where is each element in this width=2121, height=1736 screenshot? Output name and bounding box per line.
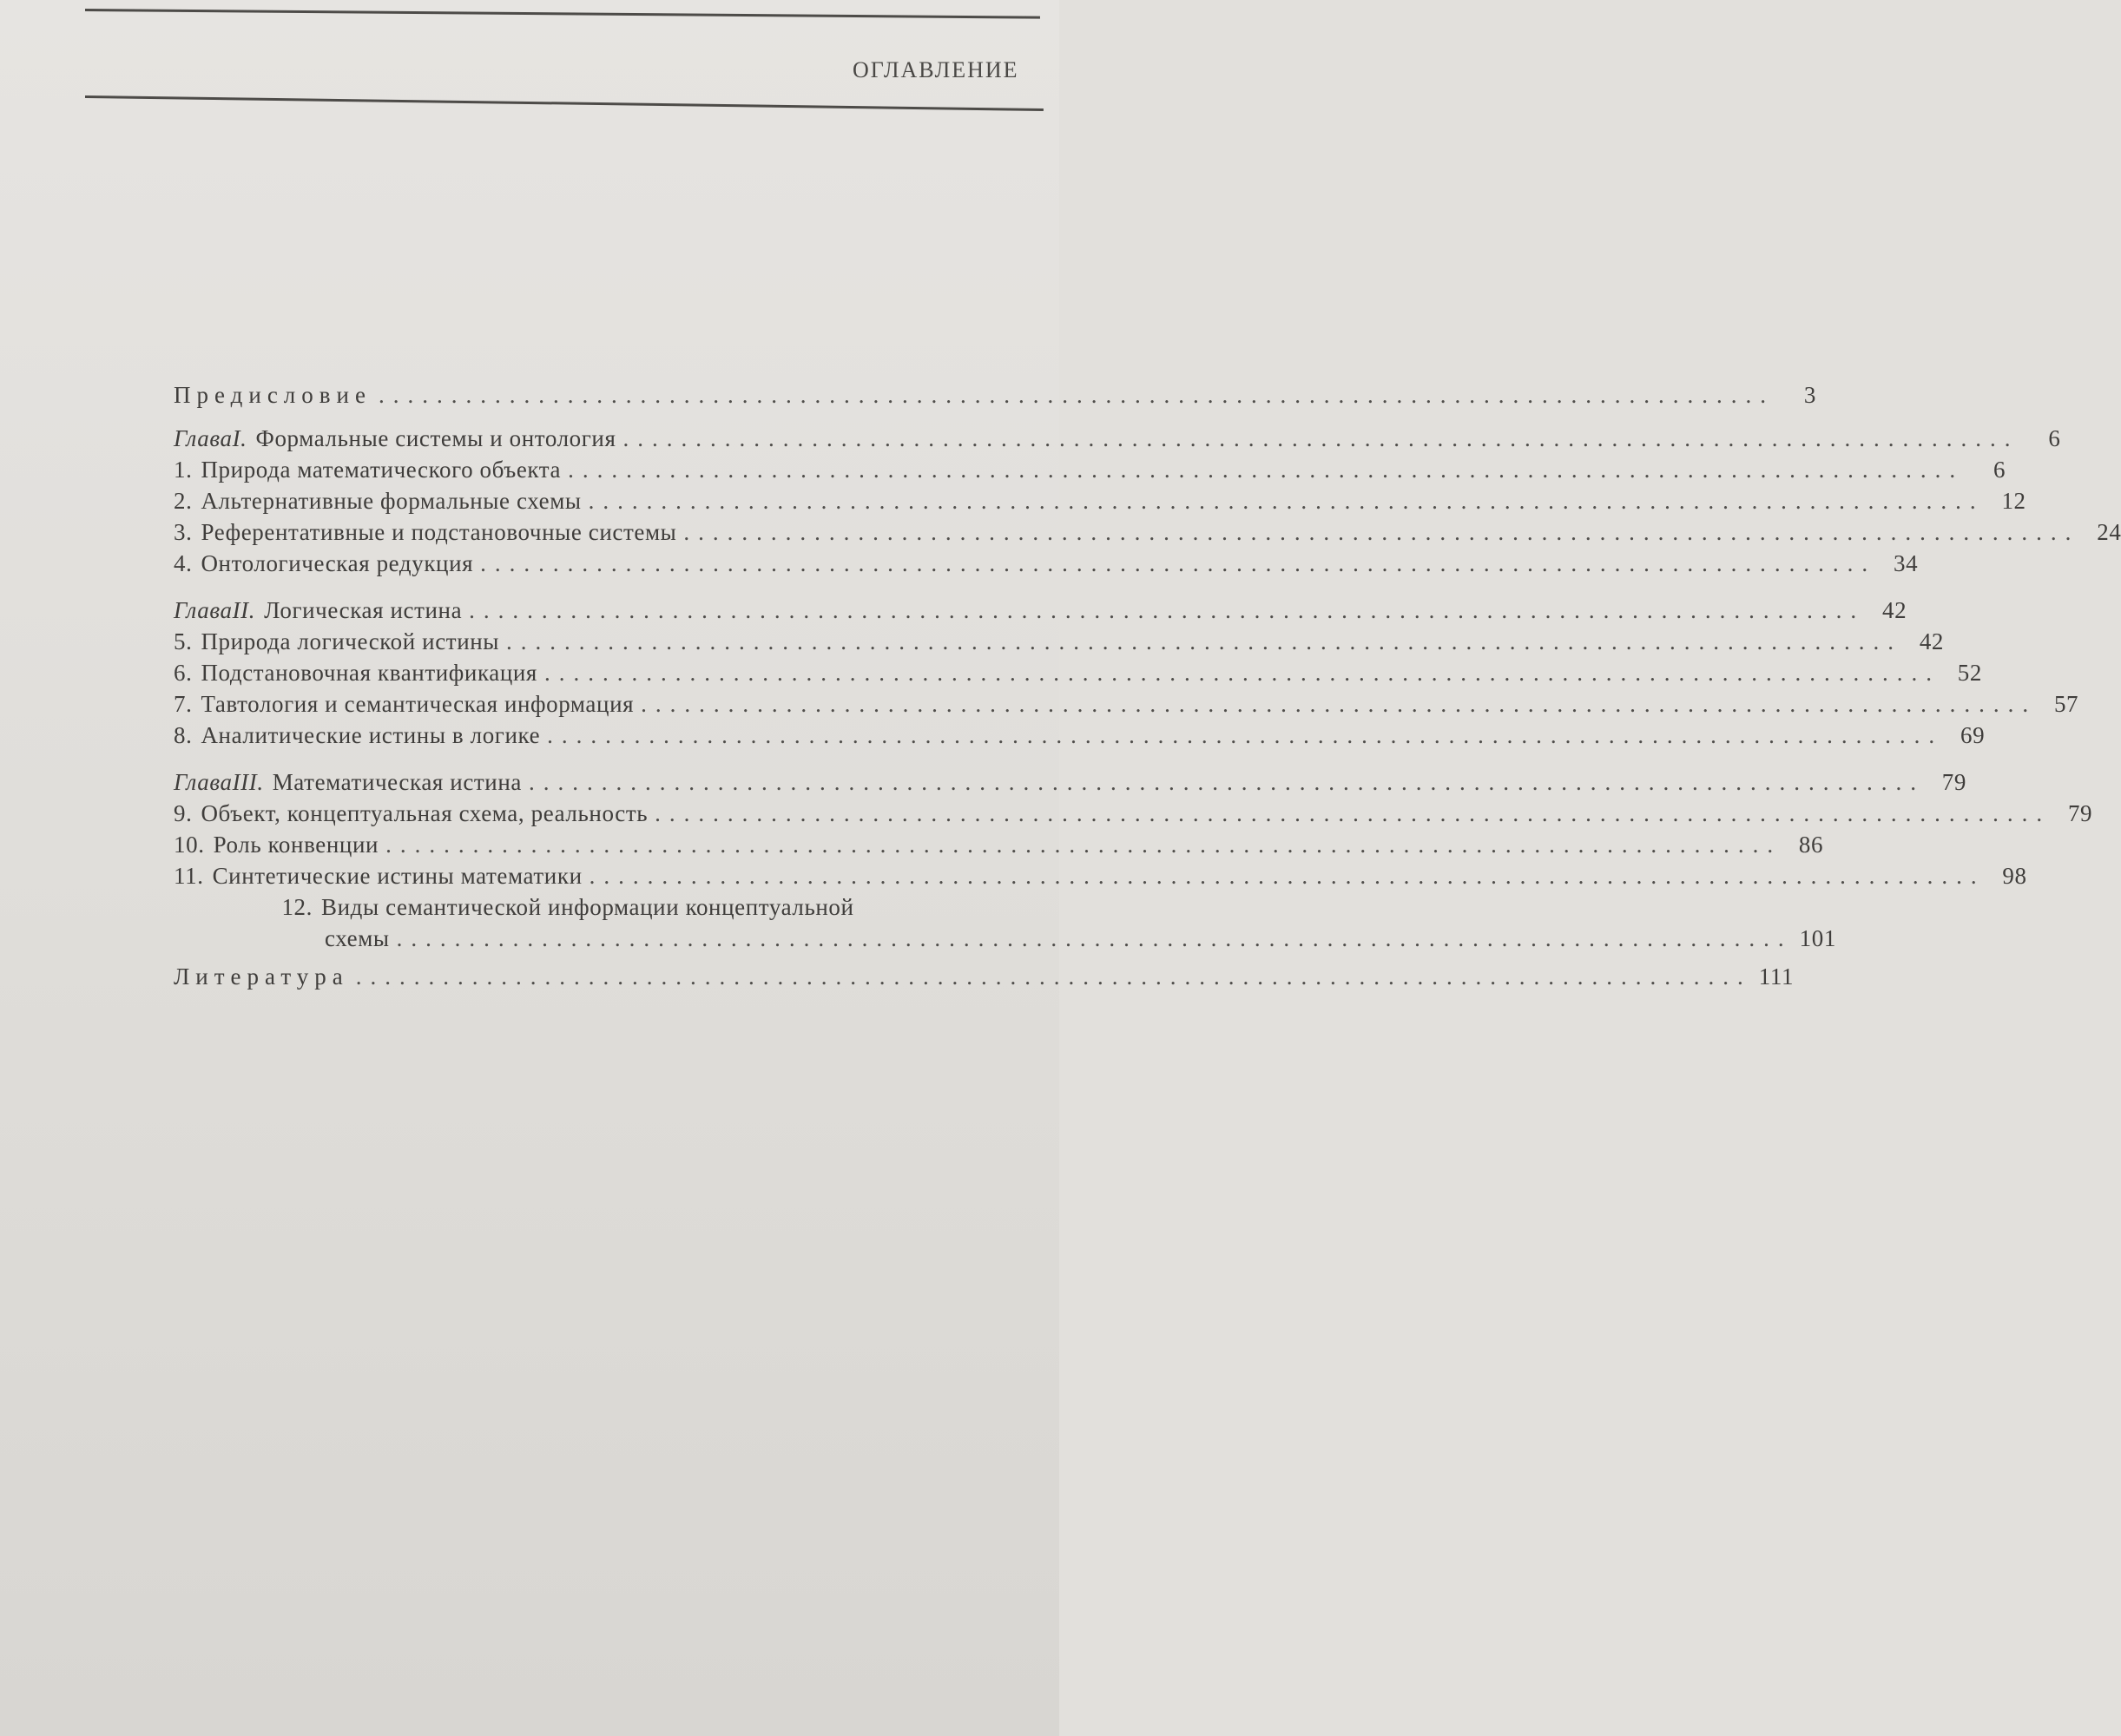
entry-title: Онтологическая редукция — [201, 550, 474, 576]
header-rule — [85, 95, 1044, 111]
toc-entry-section-8[interactable] — [174, 722, 1986, 752]
page-number: 101 — [1799, 925, 1836, 951]
page-number: 24 — [2097, 519, 2121, 545]
page-number: 111 — [1758, 963, 1795, 990]
section-number: 10. — [174, 832, 205, 858]
page-number: 12 — [2001, 488, 2026, 514]
section-number: 1. — [174, 457, 193, 483]
entry-title: Логическая истина — [264, 597, 463, 623]
section-number: 11. — [174, 863, 204, 889]
entry-title: Природа логической истины — [201, 628, 500, 654]
section-number: 5. — [174, 628, 193, 654]
chapter-prefix: Глава — [174, 425, 233, 451]
leader-dots: ................................................................................................ — [529, 769, 1925, 795]
chapter-prefix: Глава — [174, 597, 233, 623]
entry-title: Предисловие — [174, 382, 372, 408]
running-head: ОГЛАВЛЕНИЕ — [853, 57, 1019, 82]
chapter-prefix: Глава — [174, 769, 233, 795]
entry-title: Подстановочная квантификация — [201, 660, 537, 686]
section-number: 6. — [174, 660, 193, 686]
entry-title: Альтернативные формальные схемы — [201, 488, 582, 514]
entry-title: Роль конвенции — [213, 832, 379, 858]
leader-dots: ................................................................................................ — [396, 925, 1793, 951]
section-number: 12. — [281, 894, 313, 920]
section-number: 3. — [174, 519, 193, 545]
leader-dots: ................................................................................................ — [378, 382, 1775, 408]
leader-dots: ................................................................................................ — [622, 425, 2019, 451]
toc-entry-section-4[interactable] — [174, 550, 1919, 580]
leader-dots: ................................................................................................ — [683, 519, 2080, 545]
toc-entry-section-9[interactable] — [174, 800, 2093, 830]
page-number: 42 — [1919, 628, 1945, 654]
section-number: 7. — [174, 691, 193, 717]
toc-entry-chapter-2[interactable] — [174, 597, 1907, 627]
leader-dots: ................................................................................................ — [506, 628, 1903, 654]
leader-dots: ................................................................................................ — [568, 457, 1965, 483]
toc-entry-section-12[interactable] — [174, 894, 1033, 924]
toc-entry-section-5[interactable] — [174, 628, 1945, 658]
page-number: 6 — [2048, 425, 2061, 451]
leader-dots: ................................................................................................ — [469, 597, 1866, 623]
page-number: 79 — [1941, 769, 1966, 795]
leader-dots: ................................................................................................ — [588, 488, 1985, 514]
page-number: 57 — [2053, 691, 2079, 717]
page-number: 79 — [2067, 800, 2093, 826]
toc-entry-section-11[interactable] — [174, 863, 2027, 892]
leader-dots: ................................................................................................ — [355, 963, 1752, 990]
entry-title: Синтетические истины математики — [212, 863, 583, 889]
toc-entry-section-7[interactable] — [174, 691, 2079, 720]
entry-title: Формальные системы и онтология — [255, 425, 616, 451]
toc-entry-section-12-continuation[interactable] — [174, 925, 1836, 955]
leader-dots: ................................................................................................ — [589, 863, 1986, 889]
entry-title: Виды семантической информации концептуальной — [321, 894, 854, 920]
leader-dots: ................................................................................................ — [385, 832, 1782, 858]
toc-entry-chapter-3[interactable] — [174, 769, 1966, 799]
leader-dots: ................................................................................................ — [480, 550, 1877, 576]
top-rule — [85, 9, 1040, 19]
page-number: 42 — [1881, 597, 1907, 623]
page-number: 69 — [1960, 722, 1986, 748]
entry-title: Объект, концептуальная схема, реальность — [201, 800, 649, 826]
entry-title: Математическая истина — [272, 769, 522, 795]
toc-entry-section-6[interactable] — [174, 660, 1982, 689]
entry-title: Природа математического объекта — [201, 457, 562, 483]
page-number: 3 — [1803, 382, 1816, 408]
section-number: 8. — [174, 722, 193, 748]
toc-entry-section-3[interactable] — [174, 519, 2121, 549]
toc-entry-section-10[interactable] — [174, 832, 1824, 861]
entry-title-continuation: схемы — [325, 925, 390, 951]
entry-title: Аналитические истины в логике — [201, 722, 541, 748]
page-number: 52 — [1957, 660, 1982, 686]
entry-title: Референтативные и подстановочные системы — [201, 519, 677, 545]
toc-entry-literature[interactable] — [174, 963, 1795, 993]
page-number: 86 — [1798, 832, 1824, 858]
toc-entry-preface[interactable] — [174, 382, 1816, 411]
chapter-number: I. — [232, 425, 247, 451]
page-number: 98 — [2002, 863, 2027, 889]
leader-dots: ................................................................................................ — [641, 691, 2038, 717]
section-number: 4. — [174, 550, 193, 576]
leader-dots: ................................................................................................ — [655, 800, 2052, 826]
chapter-number: II. — [232, 597, 256, 623]
leader-dots: ................................................................................................ — [547, 722, 1944, 748]
toc-entry-chapter-1[interactable] — [174, 425, 2061, 455]
toc-entry-section-2[interactable] — [174, 488, 2026, 517]
section-number: 9. — [174, 800, 193, 826]
chapter-number: III. — [232, 769, 264, 795]
page-number: 34 — [1893, 550, 1919, 576]
section-number: 2. — [174, 488, 193, 514]
leader-dots: ................................................................................................ — [543, 660, 1940, 686]
toc-entry-section-1[interactable] — [174, 457, 2006, 486]
entry-title: Литература — [174, 963, 349, 990]
entry-title: Тавтология и семантическая информация — [201, 691, 635, 717]
page-number: 6 — [1993, 457, 2006, 483]
